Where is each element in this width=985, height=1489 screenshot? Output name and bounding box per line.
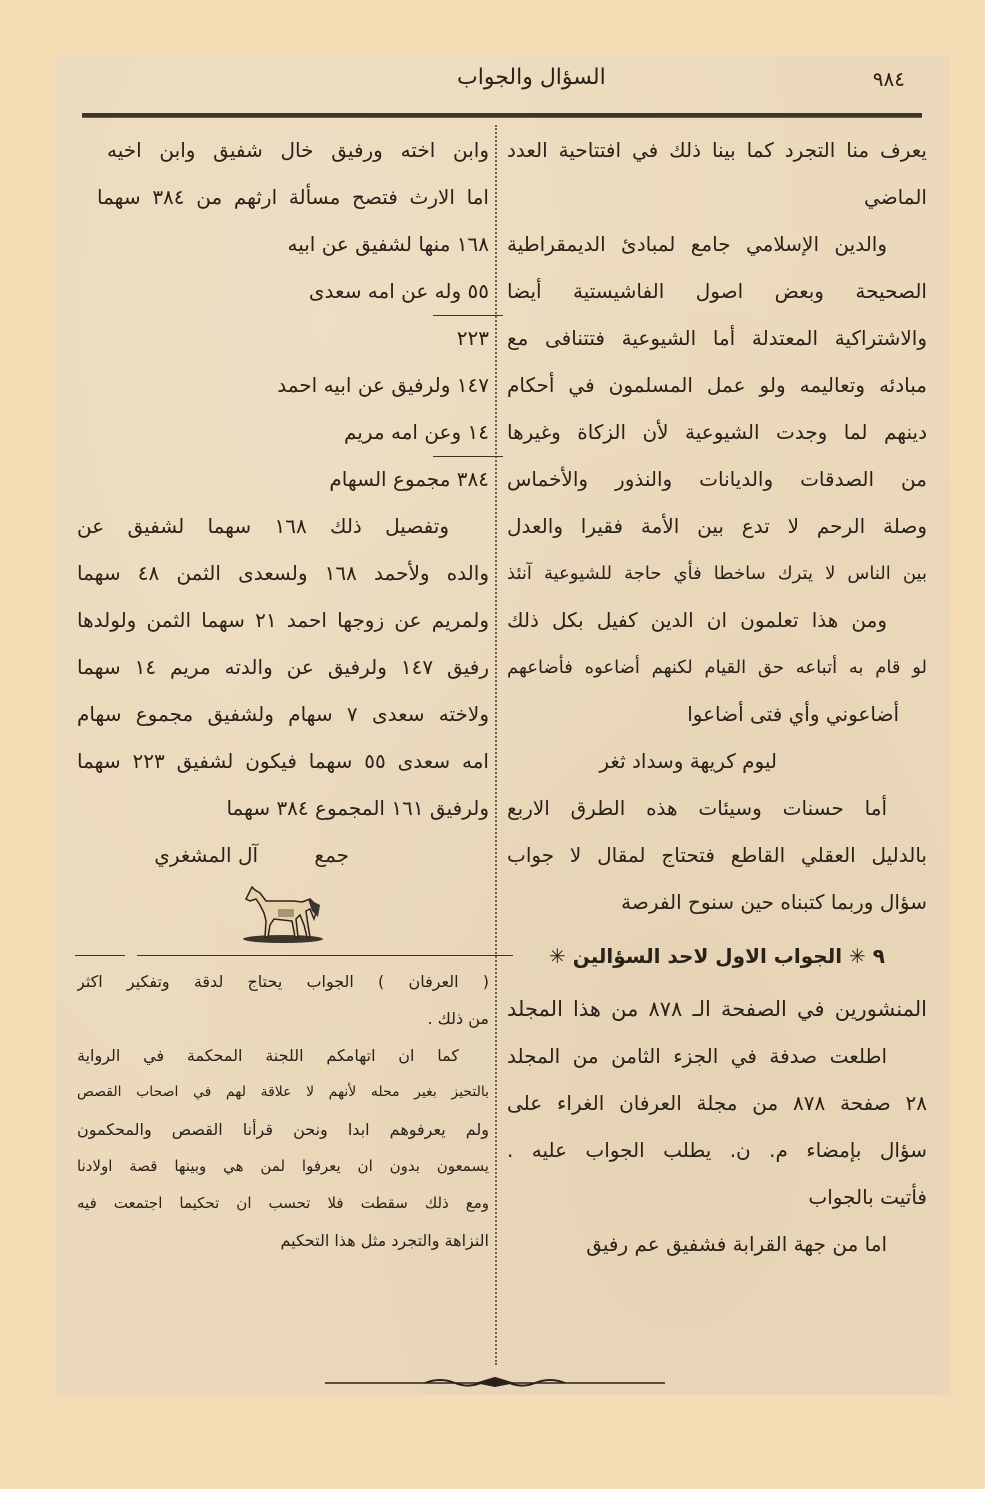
text-line: فأتيت بالجواب	[808, 1185, 927, 1209]
verse-line: ليوم كريهة وسداد ثغر	[599, 749, 777, 773]
footnote-line: كما ان اتهامكم اللجنة المحكمة في الرواية	[77, 1046, 459, 1065]
footnote-line: يسمعون بدون ان يعرفوا لمن هي وبينها قصة اولادنا	[77, 1157, 489, 1175]
signature-name: آل المشغري	[154, 843, 259, 867]
text-line: ولاخته سعدى ٧ سهام ولشفيق مجموع سهام	[77, 702, 489, 726]
inheritance-entry: ١٤٧ ولرفيق عن ابيه احمد	[277, 373, 489, 397]
text-line: والدين الإسلامي جامع لمبادئ الديمقراطية	[507, 232, 887, 256]
text-line: يعرف منا التجرد كما بينا ذلك في افتتاحية العدد	[507, 138, 927, 162]
text-line: رفيق ١٤٧ ولرفيق عن والدته مريم ١٤ سهما	[77, 655, 489, 679]
text-line: اما الارث فتصح مسألة ارثهم من ٣٨٤ سهما	[97, 185, 489, 209]
text-line: الماضي	[864, 185, 927, 209]
total-shares: ٣٨٤ مجموع السهام	[329, 467, 489, 491]
inheritance-entry: ٥٥ وله عن امه سعدى	[308, 279, 489, 303]
text-line: وتفصيل ذلك ١٦٨ سهما لشفيق عن	[77, 514, 449, 538]
text-line: أما حسنات وسيئات هذه الطرق الاربع	[507, 796, 887, 820]
text-line: ٢٨ صفحة ٨٧٨ من مجلة العرفان الغراء على	[507, 1091, 927, 1115]
footnote-line: من ذلك .	[427, 1009, 489, 1028]
text-line: ولرفيق ١٦١ المجموع ٣٨٤ سهما	[226, 796, 489, 820]
text-line: اطلعت صدفة في الجزء الثامن من المجلد	[507, 1044, 887, 1068]
ornamental-rule	[325, 1375, 665, 1389]
text-line: وصلة الرحم لا تدع بين الأمة فقيرا والعدل	[507, 514, 927, 538]
verse-line: أضاعوني وأي فتى أضاعوا	[687, 702, 899, 726]
horse-vignette	[77, 879, 489, 949]
inheritance-entry: ١٤ وعن امه مريم	[344, 420, 489, 444]
left-column	[77, 127, 489, 1259]
page-number: ٩٨٤	[872, 67, 905, 91]
text-line: من الصدقات والديانات والنذور والأخماس	[507, 467, 927, 491]
text-line: ومن هذا تعلمون ان الدين كفيل بكل ذلك	[507, 608, 887, 632]
footnote-line: النزاهة والتجرد مثل هذا التحكيم	[280, 1231, 489, 1250]
page-header	[85, 63, 925, 103]
text-line: والاشتراكية المعتدلة أما الشيوعية فتتنافى مع	[507, 326, 927, 350]
text-line: الصحيحة وبعض اصول الفاشيستية أيضا	[507, 279, 927, 303]
signature-label: جمع	[314, 843, 349, 867]
footnote-line: بالتحيز بغير محله لأنهم لا علاقة لهم في اصحاب القصص	[77, 1084, 489, 1100]
header-rule	[82, 113, 922, 118]
subtotal: ٢٢٣	[456, 326, 489, 350]
scanned-page	[55, 55, 950, 1395]
text-line: والده ولأحمد ١٦٨ ولسعدى الثمن ٤٨ سهما	[77, 561, 489, 585]
text-line: امه سعدى ٥٥ سهما فيكون لشفيق ٢٢٣ سهما	[77, 749, 489, 773]
text-line: مبادئه وتعاليمه ولو عمل المسلمون في أحكام	[507, 373, 927, 397]
text-line: دينهم لما وجدت الشيوعية لأن الزكاة وغيرها	[507, 420, 927, 444]
text-line: بالدليل العقلي القاطع فتحتاج لمقال لا جواب	[507, 843, 927, 867]
text-line: اما من جهة القرابة فشفيق عم رفيق	[586, 1232, 887, 1256]
text-line: لو قام به أتباعه حق القيام لكنهم أضاعوه فأضاعهم	[507, 657, 927, 678]
section-heading: ٩ ✳ الجواب الاول لاحد السؤالين ✳	[549, 944, 885, 968]
right-column	[507, 127, 927, 1268]
text-line: بين الناس لا يترك ساخطا فأي حاجة للشيوعية آنئذ	[507, 563, 927, 584]
text-line: سؤال وربما كتبناه حين سنوح الفرصة	[621, 890, 927, 914]
signature	[77, 832, 489, 879]
text-line: ولمريم عن زوجها احمد ٢١ سهما الثمن ولولدها	[77, 608, 489, 632]
text-line: سؤال بإمضاء م. ن. يطلب الجواب عليه .	[507, 1138, 927, 1162]
running-title: السؤال والجواب	[457, 65, 606, 90]
footnote-rule	[77, 949, 489, 963]
horse-icon	[238, 881, 328, 945]
footnote-line: ولم يعرفوهم ابدا ونحن قرأنا القصص والمحكمون	[77, 1120, 489, 1139]
column-divider	[495, 125, 497, 1365]
inheritance-entry: ١٦٨ منها لشفيق عن ابيه	[287, 232, 489, 256]
footnote-line: ( العرفان ) الجواب يحتاج لدقة وتفكير اكثر	[77, 972, 489, 991]
text-line: المنشورين في الصفحة الـ ٨٧٨ من هذا المجلد	[507, 997, 927, 1021]
text-line: وابن اخته ورفيق خال شفيق وابن اخيه	[107, 138, 489, 162]
footnote-line: ومع ذلك سقطت فلا تحسب ان تحكيما اجتمعت فيه	[77, 1194, 489, 1212]
